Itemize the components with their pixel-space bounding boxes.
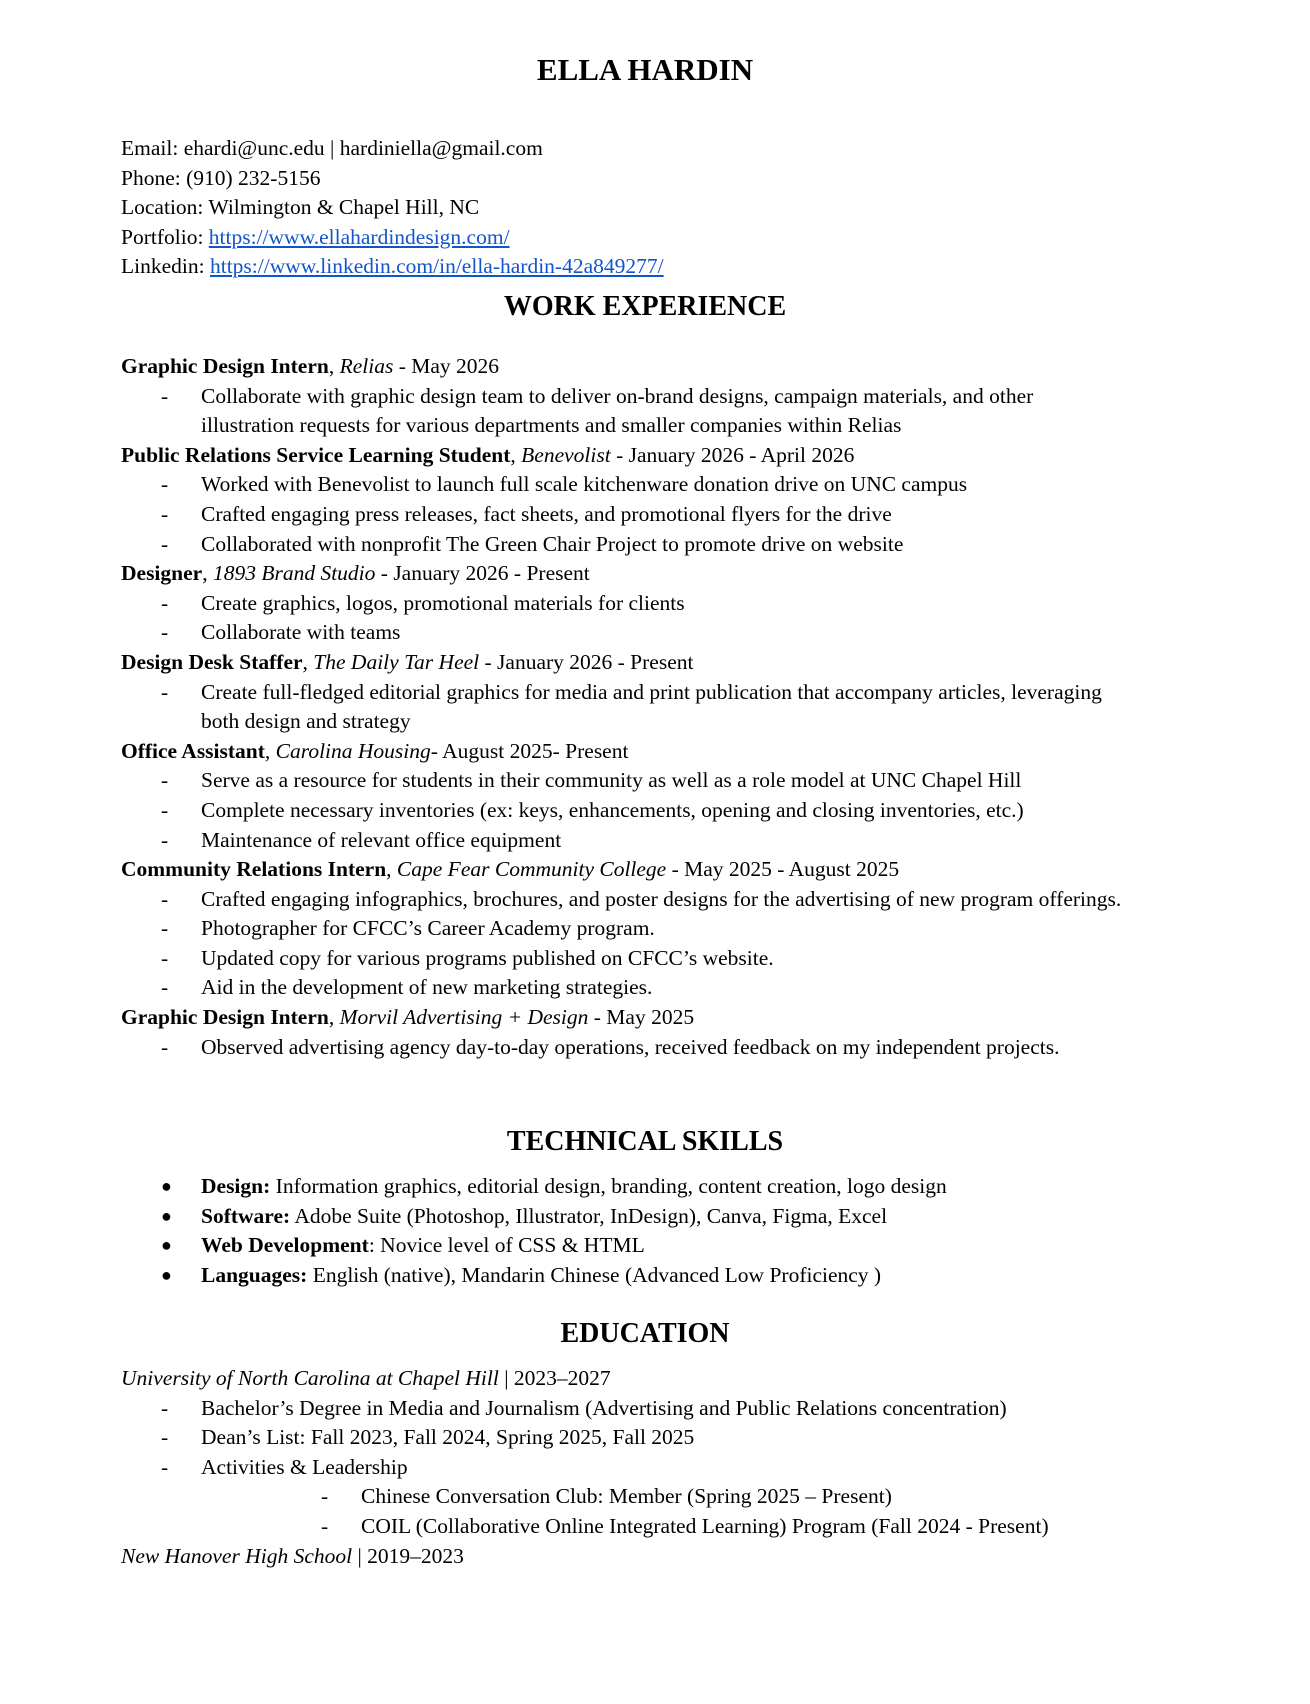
- skill-item-web-development: [121, 1231, 1201, 1261]
- job-role: Graphic Design Intern: [121, 1005, 329, 1030]
- phone-line: [121, 164, 664, 194]
- bullet-text: Collaborate with graphic design team to deliver on-brand designs, campaign materials, and other: [201, 383, 1034, 408]
- skill-text: : Novice level of CSS & HTML: [368, 1233, 645, 1258]
- dash-marker: -: [161, 1395, 169, 1420]
- dash-marker: -: [161, 531, 169, 556]
- dash-marker: -: [161, 1034, 169, 1059]
- job-bullet: [121, 796, 1201, 826]
- linkedin-line: [121, 252, 664, 282]
- dash-marker: -: [161, 679, 169, 704]
- skill-item-languages: [121, 1261, 1201, 1291]
- bullet-text: Bachelor’s Degree in Media and Journalism (Advertising and Public Relations concentration): [201, 1395, 1007, 1420]
- separator: ,: [386, 857, 397, 882]
- job-header: [121, 352, 1201, 382]
- bullet-marker: ●: [161, 1205, 172, 1226]
- job-date: - January 2026 - Present: [479, 649, 694, 674]
- job-bullet: [121, 470, 1201, 500]
- bullet-text: Updated copy for various programs published on CFCC’s website.: [201, 945, 774, 970]
- job-bullet: [121, 500, 1201, 530]
- bullet-text: COIL (Collaborative Online Integrated Learning) Program (Fall 2024 - Present): [361, 1513, 1049, 1538]
- job-role: Design Desk Staffer: [121, 649, 303, 674]
- job-bullet: [121, 944, 1201, 974]
- skill-text: English (native), Mandarin Chinese (Advanced Low Proficiency ): [307, 1262, 882, 1287]
- education-bullet: [121, 1423, 1201, 1453]
- job-date: - May 2026: [393, 354, 500, 378]
- bullet-text: both design and strategy: [201, 709, 411, 734]
- dash-marker: -: [161, 590, 169, 615]
- bullet-text: Create full-fledged editorial graphics for media and print publication that accompany articles, leveraging: [201, 679, 1102, 704]
- activity-sub-bullet: [121, 1482, 1201, 1512]
- bullet-text: Aid in the development of new marketing strategies.: [201, 975, 653, 1000]
- school-nhhs: [121, 1542, 1201, 1572]
- school-unc: [121, 1364, 1201, 1394]
- bullet-text: Observed advertising agency day-to-day operations, received feedback on my independent projects.: [201, 1034, 1060, 1059]
- job-header: [121, 441, 1201, 471]
- dash-marker: -: [161, 916, 169, 941]
- job-bullet: [121, 618, 1201, 648]
- bullet-text: Worked with Benevolist to launch full scale kitchenware donation drive on UNC campus: [201, 472, 968, 497]
- work-experience-heading: WORK EXPERIENCE: [503, 291, 787, 322]
- separator: ,: [328, 1005, 340, 1030]
- portfolio-label: Portfolio:: [121, 224, 204, 249]
- job-org: Benevolist: [521, 442, 611, 467]
- separator: ,: [264, 738, 276, 763]
- dash-marker: -: [161, 797, 169, 822]
- education-bullet: [121, 1453, 1201, 1483]
- activity-sub-bullet: [121, 1512, 1201, 1542]
- contact-info: [121, 134, 664, 282]
- job-role: Office Assistant: [121, 738, 265, 763]
- dash-marker: -: [161, 768, 169, 793]
- job-org: 1893 Brand Studio: [212, 561, 376, 586]
- bullet-marker: ●: [161, 1264, 172, 1285]
- dash-marker: -: [321, 1513, 329, 1538]
- dash-marker: -: [161, 827, 169, 852]
- job-org: Morvil Advertising + Design: [339, 1005, 589, 1030]
- linkedin-label: Linkedin:: [121, 254, 205, 278]
- dash-marker: -: [161, 501, 169, 526]
- education-heading: EDUCATION: [560, 1318, 730, 1349]
- linkedin-link[interactable]: https://www.linkedin.com/in/ella-hardin-42a849277/: [209, 254, 664, 278]
- separator: ,: [202, 561, 213, 586]
- job-date: - May 2025: [588, 1005, 695, 1030]
- job-org: The Daily Tar Heel: [313, 649, 480, 674]
- school-name: New Hanover High School: [121, 1543, 353, 1568]
- job-role: Public Relations Service Learning Student: [121, 442, 511, 467]
- separator: ,: [302, 649, 314, 674]
- job-header: [121, 1003, 1201, 1033]
- job-bullet: [121, 382, 1201, 412]
- bullet-marker: ●: [161, 1176, 172, 1196]
- job-header: [121, 855, 1201, 885]
- school-name: University of North Carolina at Chapel Hill: [121, 1366, 499, 1390]
- job-header: [121, 737, 1201, 767]
- job-bullet: [121, 1033, 1201, 1063]
- dash-marker: -: [161, 886, 169, 911]
- job-date: - January 2026 - Present: [375, 561, 590, 586]
- email-label: Email:: [121, 136, 179, 160]
- bullet-text: Crafted engaging press releases, fact sheets, and promotional flyers for the drive: [201, 501, 892, 526]
- dash-marker: -: [161, 620, 169, 645]
- job-bullet-continuation: [121, 411, 1201, 441]
- job-org: Cape Fear Community College: [396, 857, 667, 882]
- job-header: [121, 648, 1201, 678]
- bullet-text: Activities & Leadership: [201, 1454, 408, 1479]
- bullet-text: Photographer for CFCC’s Career Academy program.: [201, 916, 655, 941]
- education-bullet: [121, 1394, 1201, 1424]
- bullet-text: Crafted engaging infographics, brochures, and poster designs for the advertising of new program offerings.: [201, 886, 1122, 911]
- location-value: Wilmington & Chapel Hill, NC: [208, 195, 480, 219]
- bullet-text: Serve as a resource for students in their community as well as a role model at UNC Chapel Hill: [201, 768, 1022, 793]
- bullet-text: illustration requests for various departments and smaller companies within Relias: [201, 413, 902, 438]
- email-line: [121, 134, 664, 164]
- job-role: Graphic Design Intern: [121, 354, 329, 378]
- bullet-text: Maintenance of relevant office equipment: [201, 827, 562, 852]
- bullet-text: Complete necessary inventories (ex: keys, enhancements, opening and closing inventories, etc.): [201, 797, 1024, 822]
- bullet-text: Collaborated with nonprofit The Green Chair Project to promote drive on website: [201, 531, 904, 556]
- skill-label: Web Development: [201, 1233, 369, 1258]
- location-line: [121, 193, 664, 223]
- bullet-text: Chinese Conversation Club: Member (Spring 2025 – Present): [361, 1484, 892, 1509]
- phone-label: Phone:: [121, 165, 181, 190]
- skill-item-design: [121, 1172, 1201, 1202]
- separator: ,: [510, 442, 522, 467]
- bullet-text: Dean’s List: Fall 2023, Fall 2024, Spring 2025, Fall 2025: [201, 1425, 695, 1450]
- job-bullet: [121, 530, 1201, 560]
- job-date: - August 2025- Present: [430, 738, 629, 763]
- dash-marker: -: [161, 975, 169, 1000]
- job-bullet: [121, 678, 1201, 708]
- job-org: Relias: [339, 354, 394, 378]
- job-bullet-continuation: [121, 707, 1201, 737]
- job-bullet: [121, 826, 1201, 856]
- dash-marker: -: [161, 1425, 169, 1450]
- job-role: Designer: [121, 561, 203, 586]
- job-bullet: [121, 766, 1201, 796]
- technical-skills-heading: TECHNICAL SKILLS: [506, 1126, 784, 1157]
- candidate-name: ELLA HARDIN: [536, 52, 754, 87]
- job-header: [121, 559, 1201, 589]
- dash-marker: -: [161, 472, 169, 497]
- bullet-text: Collaborate with teams: [201, 620, 401, 645]
- bullet-marker: ●: [161, 1235, 172, 1256]
- skill-text: Information graphics, editorial design, branding, content creation, logo design: [270, 1174, 947, 1198]
- email-value: ehardi@unc.edu | hardiniella@gmail.com: [183, 136, 543, 160]
- skill-label: Design:: [201, 1174, 271, 1198]
- skill-label: Software:: [201, 1203, 291, 1228]
- skill-item-software: [121, 1202, 1201, 1232]
- job-org: Carolina Housing: [275, 738, 431, 763]
- job-bullet: [121, 914, 1201, 944]
- dash-marker: -: [161, 945, 169, 970]
- job-date: - January 2026 - April 2026: [610, 442, 855, 467]
- skill-label: Languages:: [201, 1262, 308, 1287]
- education-list: [121, 1364, 1201, 1571]
- job-bullet: [121, 589, 1201, 619]
- dash-marker: -: [161, 1454, 169, 1479]
- location-label: Location:: [121, 195, 204, 219]
- job-bullet: [121, 973, 1201, 1003]
- job-date: - May 2025 - August 2025: [666, 857, 900, 882]
- portfolio-line: [121, 223, 664, 253]
- job-bullet: [121, 885, 1201, 915]
- portfolio-link[interactable]: https://www.ellahardindesign.com/: [208, 224, 510, 249]
- school-years: | 2023–2027: [498, 1366, 611, 1390]
- phone-value: (910) 232-5156: [186, 165, 321, 190]
- technical-skills-list: [121, 1172, 1201, 1290]
- job-role: Community Relations Intern: [121, 857, 387, 882]
- bullet-text: Create graphics, logos, promotional materials for clients: [201, 590, 685, 615]
- separator: ,: [328, 354, 340, 378]
- work-experience-list: [121, 352, 1201, 1062]
- dash-marker: -: [321, 1484, 329, 1509]
- school-years: | 2019–2023: [352, 1543, 464, 1568]
- dash-marker: -: [161, 383, 169, 408]
- skill-text: Adobe Suite (Photoshop, Illustrator, InDesign), Canva, Figma, Excel: [290, 1203, 888, 1228]
